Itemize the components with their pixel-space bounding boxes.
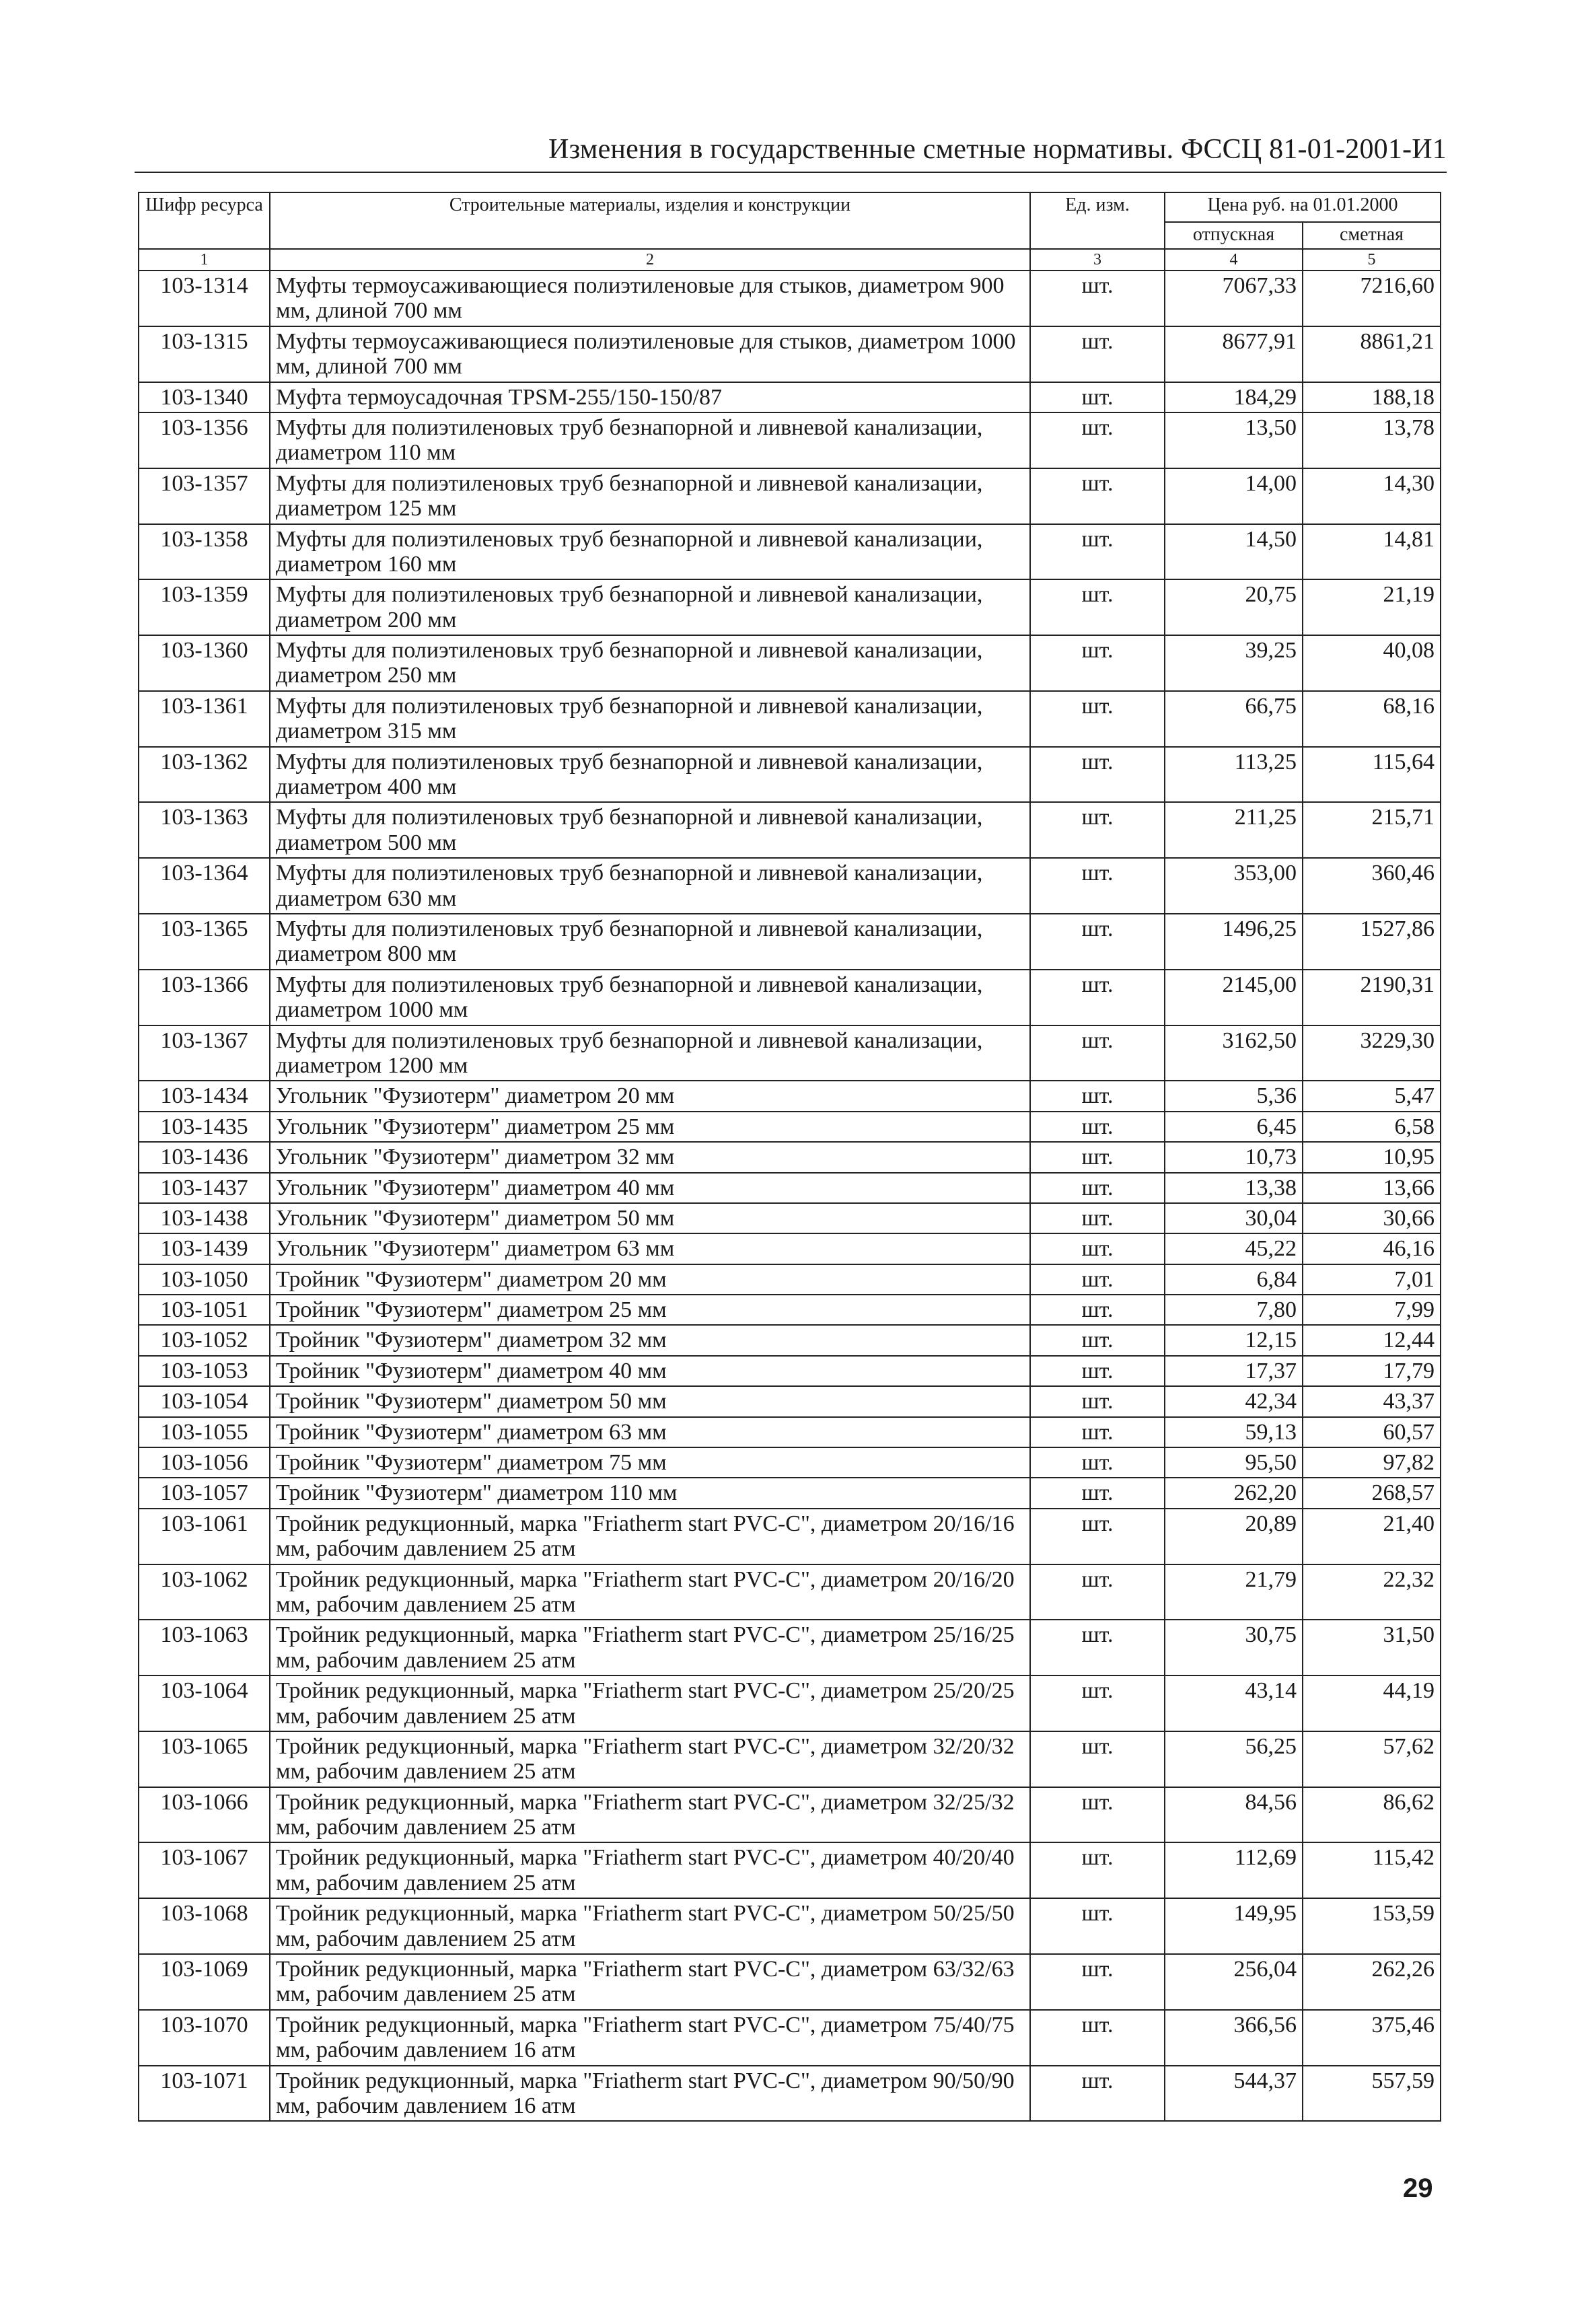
resource-code: 103-1314 — [139, 271, 270, 326]
estimate-price: 268,57 — [1303, 1478, 1441, 1508]
unit-cell: шт. — [1030, 1203, 1165, 1233]
estimate-price: 14,30 — [1303, 468, 1441, 524]
resource-code: 103-1434 — [139, 1081, 270, 1111]
release-price: 6,45 — [1165, 1112, 1303, 1142]
resource-code: 103-1057 — [139, 1478, 270, 1508]
material-name: Муфты для полиэтиленовых труб безнапорной и ливневой канализации, диаметром 400 мм — [270, 747, 1030, 803]
unit-cell: шт. — [1030, 1173, 1165, 1203]
estimate-price: 30,66 — [1303, 1203, 1441, 1233]
material-name: Тройник редукционный, марка "Friatherm start PVC-C", диаметром 20/16/16 мм, рабочим давлением 25 атм — [270, 1509, 1030, 1564]
release-price: 17,37 — [1165, 1356, 1303, 1386]
price-table — [138, 192, 1441, 2122]
material-name: Тройник "Фузиотерм" диаметром 50 мм — [270, 1386, 1030, 1416]
table-row — [139, 2066, 1441, 2122]
resource-code: 103-1438 — [139, 1203, 270, 1233]
release-price: 43,14 — [1165, 1675, 1303, 1731]
table-row — [139, 1081, 1441, 1111]
material-name: Тройник редукционный, марка "Friatherm start PVC-C", диаметром 20/16/20 мм, рабочим давлением 25 атм — [270, 1564, 1030, 1620]
resource-code: 103-1054 — [139, 1386, 270, 1416]
material-name: Угольник "Фузиотерм" диаметром 63 мм — [270, 1233, 1030, 1264]
estimate-price: 17,79 — [1303, 1356, 1441, 1386]
unit-cell: шт. — [1030, 1295, 1165, 1325]
material-name: Муфты для полиэтиленовых труб безнапорной и ливневой канализации, диаметром 1000 мм — [270, 970, 1030, 1025]
material-name: Тройник редукционный, марка "Friatherm start PVC-C", диаметром 50/25/50 мм, рабочим давлением 25 атм — [270, 1898, 1030, 1954]
material-name: Муфты для полиэтиленовых труб безнапорной и ливневой канализации, диаметром 250 мм — [270, 635, 1030, 691]
material-name: Угольник "Фузиотерм" диаметром 40 мм — [270, 1173, 1030, 1203]
estimate-price: 22,32 — [1303, 1564, 1441, 1620]
page-header-title: Изменения в государственные сметные нормативы. ФССЦ 81-01-2001-И1 — [548, 134, 1447, 165]
release-price: 2145,00 — [1165, 970, 1303, 1025]
material-name: Муфты для полиэтиленовых труб безнапорной и ливневой канализации, диаметром 315 мм — [270, 691, 1030, 747]
release-price: 3162,50 — [1165, 1025, 1303, 1081]
unit-cell: шт. — [1030, 747, 1165, 803]
table-row — [139, 1356, 1441, 1386]
material-name: Муфта термоусадочная TPSM-255/150-150/87 — [270, 382, 1030, 412]
resource-code: 103-1066 — [139, 1787, 270, 1843]
release-price: 20,75 — [1165, 579, 1303, 635]
table-row — [139, 1620, 1441, 1675]
material-name: Угольник "Фузиотерм" диаметром 20 мм — [270, 1081, 1030, 1111]
estimate-price: 10,95 — [1303, 1142, 1441, 1172]
estimate-price: 21,40 — [1303, 1509, 1441, 1564]
unit-cell: шт. — [1030, 1325, 1165, 1355]
resource-code: 103-1068 — [139, 1898, 270, 1954]
resource-code: 103-1062 — [139, 1564, 270, 1620]
material-name: Тройник "Фузиотерм" диаметром 110 мм — [270, 1478, 1030, 1508]
table-row — [139, 1233, 1441, 1264]
resource-code: 103-1067 — [139, 1842, 270, 1898]
table-row — [139, 579, 1441, 635]
table-row — [139, 747, 1441, 803]
resource-code: 103-1063 — [139, 1620, 270, 1675]
material-name: Муфты для полиэтиленовых труб безнапорной и ливневой канализации, диаметром 500 мм — [270, 802, 1030, 858]
estimate-price: 86,62 — [1303, 1787, 1441, 1843]
unit-cell: шт. — [1030, 1620, 1165, 1675]
estimate-price: 115,42 — [1303, 1842, 1441, 1898]
release-price: 6,84 — [1165, 1264, 1303, 1295]
col-number: 3 — [1030, 249, 1165, 271]
release-price: 84,56 — [1165, 1787, 1303, 1843]
unit-cell: шт. — [1030, 271, 1165, 326]
release-price: 13,50 — [1165, 412, 1303, 468]
estimate-price: 262,26 — [1303, 1954, 1441, 2010]
unit-cell: шт. — [1030, 2066, 1165, 2122]
material-name: Муфты для полиэтиленовых труб безнапорной и ливневой канализации, диаметром 160 мм — [270, 524, 1030, 580]
table-row — [139, 914, 1441, 970]
material-name: Муфты термоусаживающиеся полиэтиленовые для стыков, диаметром 900 мм, длиной 700 мм — [270, 271, 1030, 326]
material-name: Тройник редукционный, марка "Friatherm start PVC-C", диаметром 63/32/63 мм, рабочим давлением 25 атм — [270, 1954, 1030, 2010]
unit-cell: шт. — [1030, 1898, 1165, 1954]
release-price: 56,25 — [1165, 1731, 1303, 1787]
table-row — [139, 1954, 1441, 2010]
header-unit: Ед. изм. — [1030, 192, 1165, 249]
unit-cell: шт. — [1030, 1447, 1165, 1478]
estimate-price: 360,46 — [1303, 858, 1441, 914]
material-name: Угольник "Фузиотерм" диаметром 32 мм — [270, 1142, 1030, 1172]
release-price: 13,38 — [1165, 1173, 1303, 1203]
unit-cell: шт. — [1030, 1564, 1165, 1620]
material-name: Муфты для полиэтиленовых труб безнапорной и ливневой канализации, диаметром 1200 мм — [270, 1025, 1030, 1081]
release-price: 1496,25 — [1165, 914, 1303, 970]
release-price: 7,80 — [1165, 1295, 1303, 1325]
resource-code: 103-1361 — [139, 691, 270, 747]
estimate-price: 14,81 — [1303, 524, 1441, 580]
estimate-price: 43,37 — [1303, 1386, 1441, 1416]
table-row — [139, 271, 1441, 326]
unit-cell: шт. — [1030, 802, 1165, 858]
header-release-price: отпускная — [1165, 222, 1303, 249]
table-row — [139, 1295, 1441, 1325]
table-row — [139, 1112, 1441, 1142]
material-name: Муфты для полиэтиленовых труб безнапорной и ливневой канализации, диаметром 200 мм — [270, 579, 1030, 635]
estimate-price: 8861,21 — [1303, 326, 1441, 382]
release-price: 7067,33 — [1165, 271, 1303, 326]
unit-cell: шт. — [1030, 914, 1165, 970]
unit-cell: шт. — [1030, 1264, 1165, 1295]
table-body — [139, 271, 1441, 2121]
unit-cell: шт. — [1030, 1233, 1165, 1264]
resource-code: 103-1315 — [139, 326, 270, 382]
unit-cell: шт. — [1030, 635, 1165, 691]
resource-code: 103-1052 — [139, 1325, 270, 1355]
resource-code: 103-1437 — [139, 1173, 270, 1203]
table-row — [139, 468, 1441, 524]
material-name: Тройник редукционный, марка "Friatherm start PVC-C", диаметром 25/16/25 мм, рабочим давлением 25 атм — [270, 1620, 1030, 1675]
col-number: 5 — [1303, 249, 1441, 271]
material-name: Тройник "Фузиотерм" диаметром 32 мм — [270, 1325, 1030, 1355]
resource-code: 103-1065 — [139, 1731, 270, 1787]
table-row — [139, 1731, 1441, 1787]
release-price: 5,36 — [1165, 1081, 1303, 1111]
release-price: 42,34 — [1165, 1386, 1303, 1416]
col-number: 1 — [139, 249, 270, 271]
release-price: 149,95 — [1165, 1898, 1303, 1954]
table-row — [139, 1325, 1441, 1355]
table-row — [139, 1675, 1441, 1731]
estimate-price: 13,78 — [1303, 412, 1441, 468]
release-price: 353,00 — [1165, 858, 1303, 914]
estimate-price: 44,19 — [1303, 1675, 1441, 1731]
release-price: 39,25 — [1165, 635, 1303, 691]
material-name: Тройник редукционный, марка "Friatherm start PVC-C", диаметром 90/50/90 мм, рабочим давлением 16 атм — [270, 2066, 1030, 2122]
table-row — [139, 1509, 1441, 1564]
resource-code: 103-1050 — [139, 1264, 270, 1295]
estimate-price: 188,18 — [1303, 382, 1441, 412]
release-price: 262,20 — [1165, 1478, 1303, 1508]
material-name: Тройник редукционный, марка "Friatherm start PVC-C", диаметром 40/20/40 мм, рабочим давлением 25 атм — [270, 1842, 1030, 1898]
estimate-price: 68,16 — [1303, 691, 1441, 747]
unit-cell: шт. — [1030, 382, 1165, 412]
table-row — [139, 382, 1441, 412]
resource-code: 103-1367 — [139, 1025, 270, 1081]
unit-cell: шт. — [1030, 858, 1165, 914]
material-name: Тройник "Фузиотерм" диаметром 40 мм — [270, 1356, 1030, 1386]
header-code: Шифр ресурса — [139, 192, 270, 249]
col-number: 2 — [270, 249, 1030, 271]
unit-cell: шт. — [1030, 1675, 1165, 1731]
header-price: Цена руб. на 01.01.2000 — [1165, 192, 1441, 222]
table-row — [139, 1203, 1441, 1233]
release-price: 12,15 — [1165, 1325, 1303, 1355]
resource-code: 103-1071 — [139, 2066, 270, 2122]
table-row — [139, 1264, 1441, 1295]
release-price: 184,29 — [1165, 382, 1303, 412]
table-row — [139, 524, 1441, 580]
release-price: 59,13 — [1165, 1417, 1303, 1447]
table-row — [139, 802, 1441, 858]
estimate-price: 97,82 — [1303, 1447, 1441, 1478]
resource-code: 103-1053 — [139, 1356, 270, 1386]
table-row — [139, 691, 1441, 747]
estimate-price: 153,59 — [1303, 1898, 1441, 1954]
release-price: 8677,91 — [1165, 326, 1303, 382]
release-price: 66,75 — [1165, 691, 1303, 747]
release-price: 211,25 — [1165, 802, 1303, 858]
unit-cell: шт. — [1030, 1081, 1165, 1111]
estimate-price: 215,71 — [1303, 802, 1441, 858]
table-row — [139, 1842, 1441, 1898]
unit-cell: шт. — [1030, 2010, 1165, 2066]
release-price: 10,73 — [1165, 1142, 1303, 1172]
table-row — [139, 1386, 1441, 1416]
resource-code: 103-1055 — [139, 1417, 270, 1447]
estimate-price: 3229,30 — [1303, 1025, 1441, 1081]
release-price: 95,50 — [1165, 1447, 1303, 1478]
estimate-price: 375,46 — [1303, 2010, 1441, 2066]
unit-cell: шт. — [1030, 1417, 1165, 1447]
resource-code: 103-1356 — [139, 412, 270, 468]
estimate-price: 40,08 — [1303, 635, 1441, 691]
unit-cell: шт. — [1030, 970, 1165, 1025]
material-name: Муфты термоусаживающиеся полиэтиленовые для стыков, диаметром 1000 мм, длиной 700 мм — [270, 326, 1030, 382]
unit-cell: шт. — [1030, 1386, 1165, 1416]
release-price: 30,75 — [1165, 1620, 1303, 1675]
estimate-price: 7,99 — [1303, 1295, 1441, 1325]
col-number: 4 — [1165, 249, 1303, 271]
unit-cell: шт. — [1030, 691, 1165, 747]
unit-cell: шт. — [1030, 326, 1165, 382]
resource-code: 103-1359 — [139, 579, 270, 635]
table-row — [139, 1898, 1441, 1954]
unit-cell: шт. — [1030, 412, 1165, 468]
resource-code: 103-1439 — [139, 1233, 270, 1264]
table-row — [139, 1173, 1441, 1203]
estimate-price: 7216,60 — [1303, 271, 1441, 326]
estimate-price: 13,66 — [1303, 1173, 1441, 1203]
release-price: 256,04 — [1165, 1954, 1303, 2010]
table-row — [139, 1447, 1441, 1478]
unit-cell: шт. — [1030, 1509, 1165, 1564]
release-price: 14,50 — [1165, 524, 1303, 580]
table-row — [139, 1787, 1441, 1843]
release-price: 30,04 — [1165, 1203, 1303, 1233]
material-name: Тройник "Фузиотерм" диаметром 75 мм — [270, 1447, 1030, 1478]
unit-cell: шт. — [1030, 1142, 1165, 1172]
unit-cell: шт. — [1030, 1356, 1165, 1386]
release-price: 113,25 — [1165, 747, 1303, 803]
material-name: Тройник редукционный, марка "Friatherm start PVC-C", диаметром 32/25/32 мм, рабочим давлением 25 атм — [270, 1787, 1030, 1843]
estimate-price: 57,62 — [1303, 1731, 1441, 1787]
table-row — [139, 858, 1441, 914]
estimate-price: 21,19 — [1303, 579, 1441, 635]
unit-cell: шт. — [1030, 1025, 1165, 1081]
resource-code: 103-1056 — [139, 1447, 270, 1478]
release-price: 45,22 — [1165, 1233, 1303, 1264]
resource-code: 103-1436 — [139, 1142, 270, 1172]
material-name: Тройник редукционный, марка "Friatherm start PVC-C", диаметром 25/20/25 мм, рабочим давлением 25 атм — [270, 1675, 1030, 1731]
table-row — [139, 326, 1441, 382]
material-name: Муфты для полиэтиленовых труб безнапорной и ливневой канализации, диаметром 800 мм — [270, 914, 1030, 970]
material-name: Тройник редукционный, марка "Friatherm start PVC-C", диаметром 32/20/32 мм, рабочим давлением 25 атм — [270, 1731, 1030, 1787]
page-number: 29 — [1403, 2173, 1433, 2203]
material-name: Муфты для полиэтиленовых труб безнапорной и ливневой канализации, диаметром 125 мм — [270, 468, 1030, 524]
resource-code: 103-1051 — [139, 1295, 270, 1325]
resource-code: 103-1357 — [139, 468, 270, 524]
material-name: Угольник "Фузиотерм" диаметром 50 мм — [270, 1203, 1030, 1233]
estimate-price: 12,44 — [1303, 1325, 1441, 1355]
material-name: Тройник редукционный, марка "Friatherm start PVC-C", диаметром 75/40/75 мм, рабочим давлением 16 атм — [270, 2010, 1030, 2066]
resource-code: 103-1061 — [139, 1509, 270, 1564]
table-row — [139, 1564, 1441, 1620]
resource-code: 103-1363 — [139, 802, 270, 858]
unit-cell: шт. — [1030, 1112, 1165, 1142]
material-name: Тройник "Фузиотерм" диаметром 25 мм — [270, 1295, 1030, 1325]
material-name: Муфты для полиэтиленовых труб безнапорной и ливневой канализации, диаметром 630 мм — [270, 858, 1030, 914]
estimate-price: 115,64 — [1303, 747, 1441, 803]
release-price: 20,89 — [1165, 1509, 1303, 1564]
estimate-price: 31,50 — [1303, 1620, 1441, 1675]
resource-code: 103-1358 — [139, 524, 270, 580]
estimate-price: 557,59 — [1303, 2066, 1441, 2122]
estimate-price: 6,58 — [1303, 1112, 1441, 1142]
resource-code: 103-1362 — [139, 747, 270, 803]
resource-code: 103-1069 — [139, 1954, 270, 2010]
unit-cell: шт. — [1030, 1787, 1165, 1843]
resource-code: 103-1365 — [139, 914, 270, 970]
material-name: Тройник "Фузиотерм" диаметром 20 мм — [270, 1264, 1030, 1295]
release-price: 544,37 — [1165, 2066, 1303, 2122]
header-materials: Строительные материалы, изделия и конструкции — [270, 192, 1030, 249]
resource-code: 103-1070 — [139, 2010, 270, 2066]
header-rule — [135, 172, 1447, 173]
unit-cell: шт. — [1030, 579, 1165, 635]
table-row — [139, 970, 1441, 1025]
estimate-price: 2190,31 — [1303, 970, 1441, 1025]
column-number-row — [139, 249, 1441, 271]
material-name: Тройник "Фузиотерм" диаметром 63 мм — [270, 1417, 1030, 1447]
table-row — [139, 1142, 1441, 1172]
table-row — [139, 412, 1441, 468]
resource-code: 103-1340 — [139, 382, 270, 412]
unit-cell: шт. — [1030, 524, 1165, 580]
resource-code: 103-1360 — [139, 635, 270, 691]
unit-cell: шт. — [1030, 1842, 1165, 1898]
table-row — [139, 2010, 1441, 2066]
table-row — [139, 1478, 1441, 1508]
table-row — [139, 1417, 1441, 1447]
header-estimate-price: сметная — [1303, 222, 1441, 249]
release-price: 366,56 — [1165, 2010, 1303, 2066]
resource-code: 103-1064 — [139, 1675, 270, 1731]
estimate-price: 46,16 — [1303, 1233, 1441, 1264]
estimate-price: 1527,86 — [1303, 914, 1441, 970]
release-price: 112,69 — [1165, 1842, 1303, 1898]
release-price: 21,79 — [1165, 1564, 1303, 1620]
resource-code: 103-1364 — [139, 858, 270, 914]
unit-cell: шт. — [1030, 468, 1165, 524]
unit-cell: шт. — [1030, 1731, 1165, 1787]
estimate-price: 7,01 — [1303, 1264, 1441, 1295]
unit-cell: шт. — [1030, 1954, 1165, 2010]
estimate-price: 60,57 — [1303, 1417, 1441, 1447]
table-row — [139, 635, 1441, 691]
material-name: Угольник "Фузиотерм" диаметром 25 мм — [270, 1112, 1030, 1142]
table-row — [139, 1025, 1441, 1081]
estimate-price: 5,47 — [1303, 1081, 1441, 1111]
resource-code: 103-1366 — [139, 970, 270, 1025]
resource-code: 103-1435 — [139, 1112, 270, 1142]
material-name: Муфты для полиэтиленовых труб безнапорной и ливневой канализации, диаметром 110 мм — [270, 412, 1030, 468]
release-price: 14,00 — [1165, 468, 1303, 524]
unit-cell: шт. — [1030, 1478, 1165, 1508]
